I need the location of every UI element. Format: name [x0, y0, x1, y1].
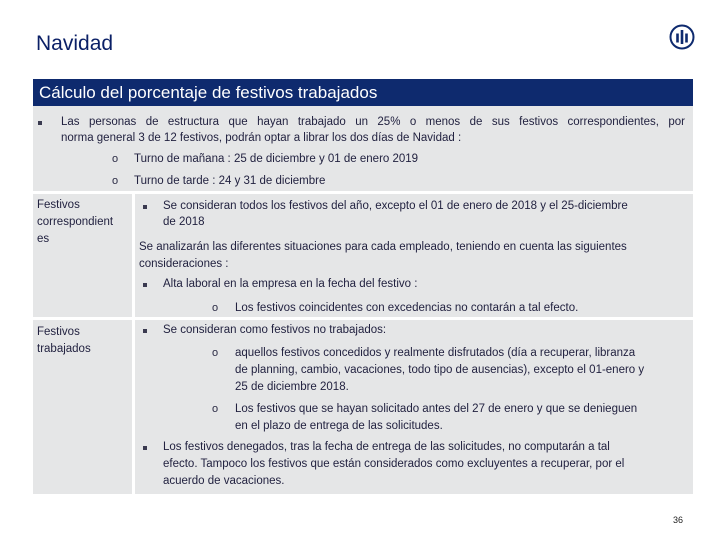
square-bullet-icon: [143, 283, 147, 287]
rule-text-line: Los festivos coincidentes con excedencias no contarán a tal efecto.: [235, 302, 579, 314]
intro-text-line-2: norma general 3 de 12 festivos, podrán optar a librar los dos días de Navidad :: [61, 132, 462, 144]
rule-text-line: de 2018: [163, 216, 205, 228]
rule-text-line: efecto. Tampoco los festivos que están considerados como excluyentes a recuperar, por el: [163, 458, 625, 470]
page-title: Navidad: [36, 32, 114, 55]
row-label-line: es: [37, 233, 50, 245]
page-number: 36: [673, 515, 684, 525]
section-title: Cálculo del porcentaje de festivos trabajados: [39, 83, 378, 102]
rule-text-line: Los festivos que se hayan solicitado antes del 27 de enero y que se denieguen: [235, 403, 638, 415]
row-label-line: Festivos: [37, 326, 80, 338]
rule-text-line: Se consideran como festivos no trabajados:: [163, 324, 387, 336]
rule-text-line: aquellos festivos concedidos y realmente disfrutados (día a recuperar, libranza: [235, 347, 636, 359]
square-bullet-icon: [143, 446, 147, 450]
square-bullet-icon: [143, 329, 147, 333]
circle-bullet-icon: o: [212, 302, 219, 314]
square-bullet-icon: [38, 121, 42, 125]
rule-text-line: en el plazo de entrega de las solicitudes.: [235, 420, 443, 432]
rule-text-line: Alta laboral en la empresa en la fecha del festivo :: [163, 278, 418, 290]
rule-text-line: consideraciones :: [139, 258, 229, 270]
row-label-line: trabajados: [37, 343, 91, 355]
rule-text-line: Se analizarán las diferentes situaciones para cada empleado, teniendo en cuenta las siguientes: [139, 241, 627, 253]
section-title-band: [33, 79, 693, 106]
circle-bullet-icon: o: [112, 153, 119, 165]
intro-text-line-1: Las personas de estructura que hayan trabajado un 25% o menos de sus festivos correspondientes, por: [61, 116, 685, 128]
row-label-line: correspondient: [37, 216, 114, 228]
circle-bullet-icon: o: [212, 403, 219, 415]
rule-text-line: acuerdo de vacaciones.: [163, 475, 285, 487]
option-morning-shift: Turno de mañana : 25 de diciembre y 01 de enero 2019: [134, 153, 419, 165]
rule-text-line: Se consideran todos los festivos del año, excepto el 01 de enero de 2018 y el 25-diciembre: [163, 200, 628, 212]
circle-bullet-icon: o: [112, 175, 119, 187]
rule-text-line: 25 de diciembre 2018.: [235, 381, 349, 393]
rule-text-line: Los festivos denegados, tras la fecha de entrega de las solicitudes, no computarán a tal: [163, 441, 610, 453]
square-bullet-icon: [143, 205, 147, 209]
rule-text-line: de planning, cambio, vacaciones, todo tipo de ausencias), excepto el 01-enero y: [235, 364, 645, 376]
option-afternoon-shift: Turno de tarde : 24 y 31 de diciembre: [134, 175, 326, 187]
row-label-line: Festivos: [37, 199, 80, 211]
circle-bullet-icon: o: [212, 347, 219, 359]
allianz-logo-icon: [669, 24, 695, 50]
